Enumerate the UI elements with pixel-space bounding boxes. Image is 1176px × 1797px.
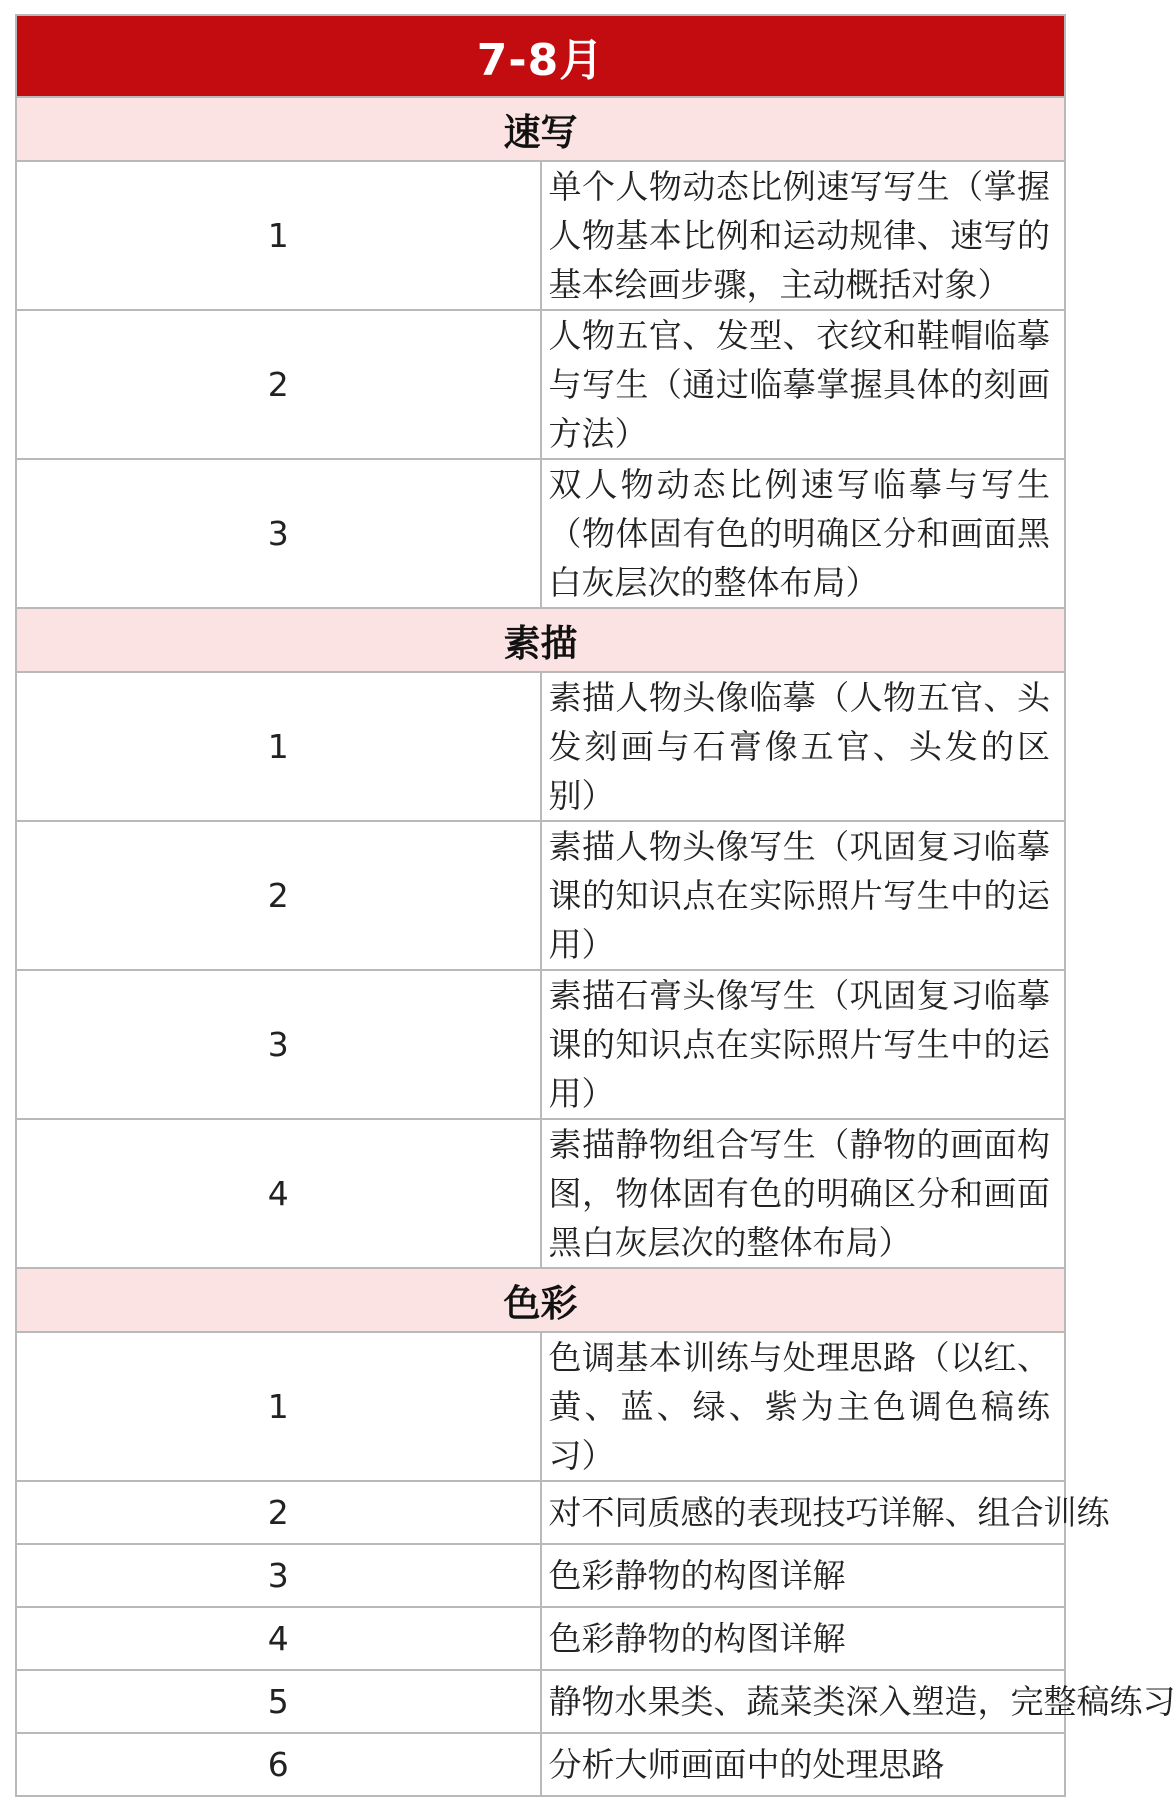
table-title: 7-8月 (16, 15, 1065, 97)
row-number: 3 (16, 970, 541, 1119)
row-description: 素描人物头像写生（巩固复习临摹课的知识点在实际照片写生中的运用） (541, 821, 1066, 970)
row-number: 3 (16, 459, 541, 608)
row-description: 静物水果类、蔬菜类深入塑造，完整稿练习 (541, 1670, 1066, 1733)
section-header: 色彩 (16, 1268, 1065, 1332)
table-row (16, 1332, 1065, 1481)
row-number: 1 (16, 672, 541, 821)
course-schedule-table (15, 14, 1176, 1797)
table-row (16, 310, 1065, 459)
row-number: 1 (16, 1332, 541, 1481)
schedule-container (15, 14, 1176, 1797)
row-description: 色调基本训练与处理思路（以红、黄、蓝、绿、紫为主色调色稿练习） (541, 1332, 1066, 1481)
table-row (16, 672, 1065, 821)
row-number: 1 (16, 161, 541, 310)
table-row (16, 1733, 1065, 1796)
row-description: 色彩静物的构图详解 (541, 1607, 1066, 1670)
row-description: 对不同质感的表现技巧详解、组合训练 (541, 1481, 1066, 1544)
row-number: 4 (16, 1607, 541, 1670)
table-row (16, 1670, 1065, 1733)
section-header: 素描 (16, 608, 1065, 672)
row-description: 单个人物动态比例速写写生（掌握人物基本比例和运动规律、速写的基本绘画步骤，主动概括对象） (541, 161, 1066, 310)
table-row (16, 459, 1065, 608)
row-description: 素描静物组合写生（静物的画面构图，物体固有色的明确区分和画面黑白灰层次的整体布局） (541, 1119, 1066, 1268)
table-row (16, 1481, 1065, 1544)
section-header-row (16, 1268, 1065, 1332)
table-row (16, 1119, 1065, 1268)
table-row (16, 1544, 1065, 1607)
row-description: 素描人物头像临摹（人物五官、头发刻画与石膏像五官、头发的区别） (541, 672, 1066, 821)
row-number: 6 (16, 1733, 541, 1796)
row-description: 素描石膏头像写生（巩固复习临摹课的知识点在实际照片写生中的运用） (541, 970, 1066, 1119)
table-row (16, 1607, 1065, 1670)
table-row (16, 161, 1065, 310)
row-number: 5 (16, 1670, 541, 1733)
row-number: 2 (16, 1481, 541, 1544)
section-header: 速写 (16, 97, 1065, 161)
row-description: 人物五官、发型、衣纹和鞋帽临摹与写生（通过临摹掌握具体的刻画方法） (541, 310, 1066, 459)
row-number: 4 (16, 1119, 541, 1268)
row-number: 2 (16, 310, 541, 459)
section-header-row (16, 97, 1065, 161)
table-row (16, 821, 1065, 970)
title-row (16, 15, 1065, 97)
row-number: 2 (16, 821, 541, 970)
row-number: 3 (16, 1544, 541, 1607)
table-row (16, 970, 1065, 1119)
row-description: 分析大师画面中的处理思路 (541, 1733, 1066, 1796)
section-header-row (16, 608, 1065, 672)
row-description: 双人物动态比例速写临摹与写生（物体固有色的明确区分和画面黑白灰层次的整体布局） (541, 459, 1066, 608)
row-description: 色彩静物的构图详解 (541, 1544, 1066, 1607)
